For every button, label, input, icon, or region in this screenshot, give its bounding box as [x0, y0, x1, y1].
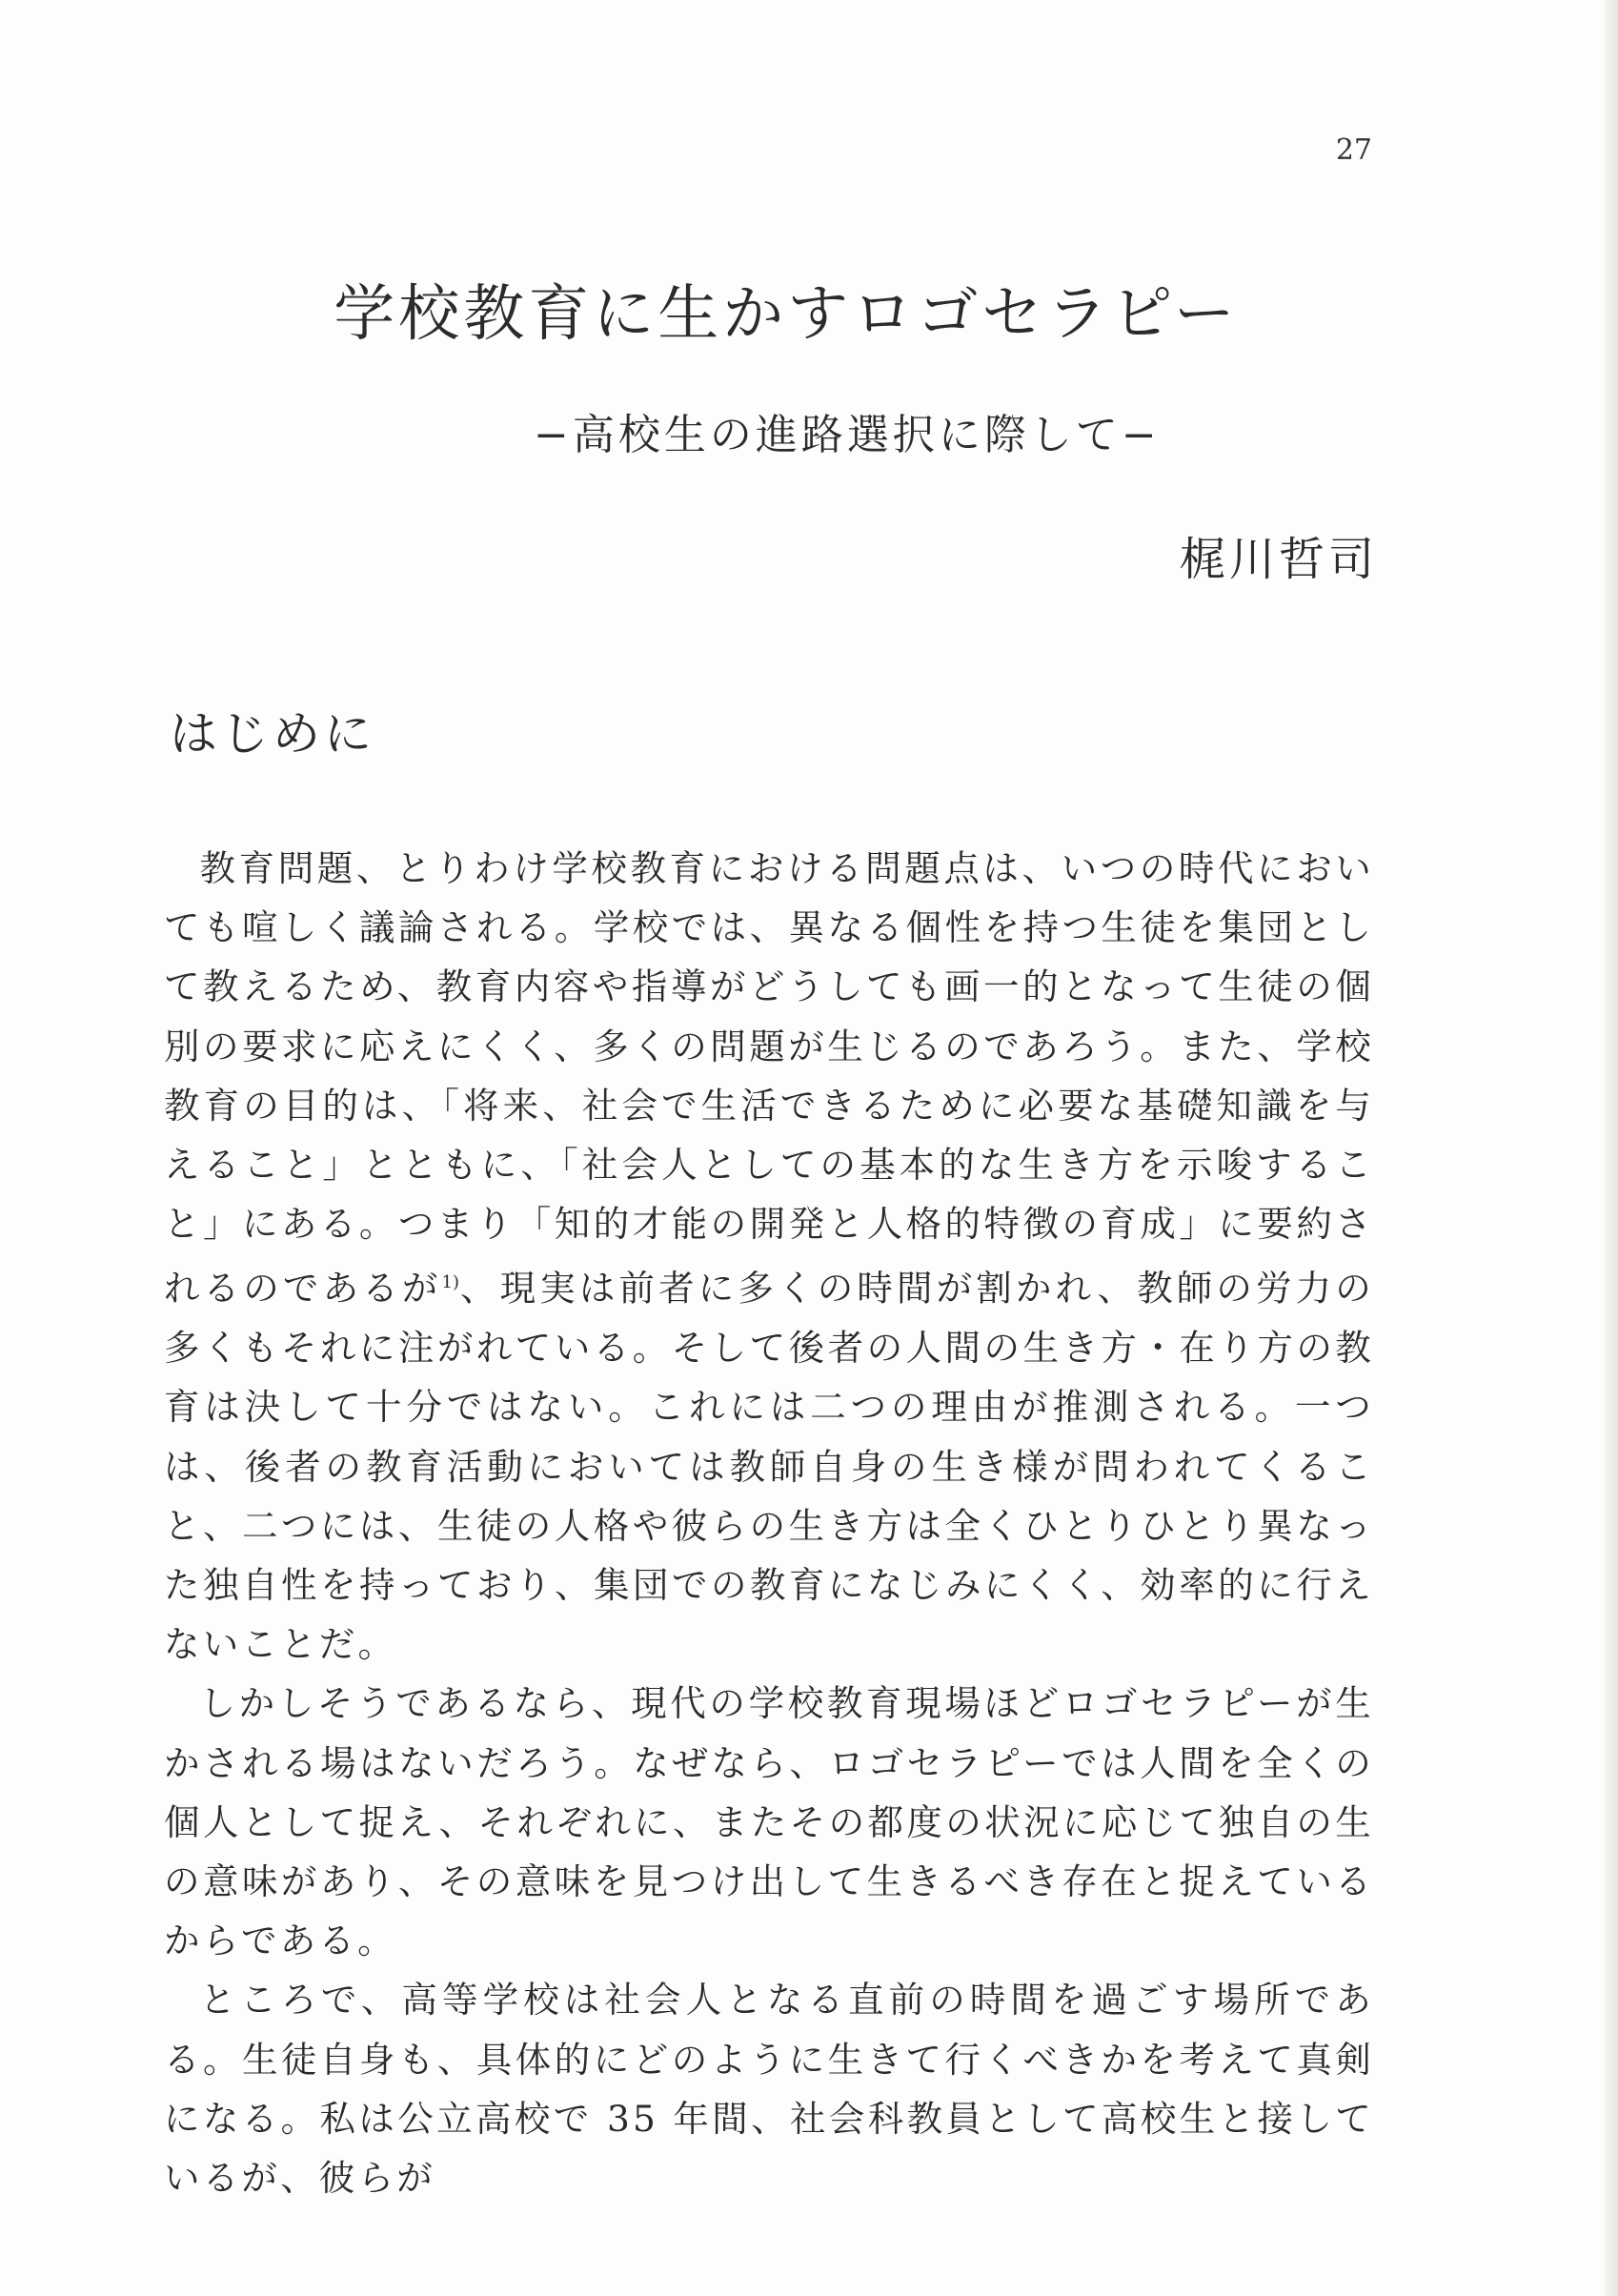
- paragraph-2: しかしそうであるなら、現代の学校教育現場ほどロゴセラピーが生かされる場はないだろう。なぜなら、ロゴセラピーでは人間を全くの個人として捉え、それぞれに、またその都度の状況に応じて独自の生の意味があり、その意味を見つけ出して生きるべき存在と捉えているからである。: [164, 1682, 1374, 1962]
- article-subtitle: −高校生の進路選択に際して−: [534, 411, 1161, 459]
- body-text: [164, 839, 1374, 2207]
- paragraph-1: [164, 839, 1374, 1674]
- paragraph-1-part-1: 教育問題、とりわけ学校教育における問題点は、いつの時代においても喧しく議論される。学校では、異なる個性を持つ生徒を集団として教えるため、教育内容や指導がどうしても画一的となって生徒の個別の要求に応えにくく、多くの問題が生じるのであろう。また、学校教育の目的は、「将来、社会で生活できるために必要な基礎知識を与えること」とともに、「社会人としての基本的な生き方を示唆すること」にある。つまり「知的才能の開発と人格的特徴の育成」に要約されるのであるが: [164, 847, 1374, 1310]
- footnote-marker: 1): [441, 1272, 459, 1293]
- paragraph-1-part-2: 、現実は前者に多くの時間が割かれ、教師の労力の多くもそれに注がれている。そして後者の人間の生き方・在り方の教育は決して十分ではない。これには二つの理由が推測される。一つは、後者の教育活動においては教師自身の生き様が問われてくること、二つには、生徒の人格や彼らの生き方は全くひとりひとり異なった独自性を持っており、集団での教育になじみにくく、効率的に行えないことだ。: [164, 1267, 1374, 1666]
- article-title: 学校教育に生かすロゴセラピー: [334, 279, 1239, 350]
- section-heading: はじめに: [170, 706, 375, 762]
- page-number: 27: [1335, 133, 1372, 167]
- author-name: 梶川哲司: [1179, 533, 1378, 586]
- page-edge-shadow: [1605, 0, 1618, 2296]
- paragraph-3: ところで、高等学校は社会人となる直前の時間を過ごす場所である。生徒自身も、具体的にどのように生きて行くべきかを考えて真剣になる。私は公立高校で 35 年間、社会科教員として高校生と接しているが、彼らが: [164, 1979, 1374, 2199]
